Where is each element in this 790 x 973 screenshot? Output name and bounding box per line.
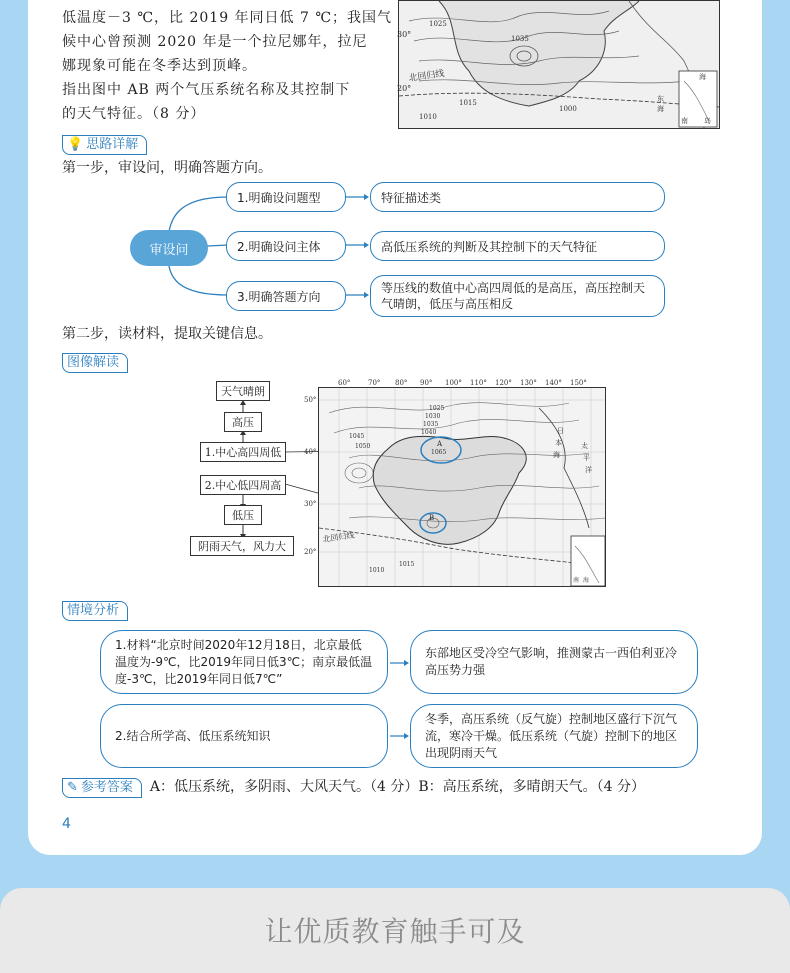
think-tag-label: 思路详解	[86, 137, 139, 152]
map-top-label: 1000	[559, 105, 577, 113]
map-label: 1025	[429, 405, 445, 412]
lon-label: 130°	[520, 379, 537, 387]
weather-map-main-svg	[319, 388, 605, 586]
map-label: 1040	[421, 429, 437, 436]
lat-label: 40°	[304, 448, 317, 456]
lon-label: 150°	[570, 379, 587, 387]
think-tag	[62, 133, 147, 155]
map-top-label: 东	[657, 95, 664, 103]
map-top-label: 北回归线	[408, 69, 446, 84]
lon-label: 70°	[368, 379, 381, 387]
flow1-item-label: 3.明确答题方向	[226, 281, 346, 311]
lon-label: 60°	[338, 379, 351, 387]
map-label: 1010	[369, 567, 385, 574]
image-box: 低压	[224, 505, 262, 525]
question-line: 候中心曾预测 2020 年是一个拉尼娜年，拉尼	[62, 34, 368, 50]
situation-left: 1.材料“北京时间2020年12月18日，北京最低温度为-9℃，比2019年同日低3℃；南京最低温度-3℃，比2019年同日低7℃”	[100, 630, 388, 694]
question-line: 娜现象可能在冬季达到顶峰。	[62, 58, 257, 74]
image-read-tag-label: 图像解读	[67, 355, 120, 370]
map-top-label: 海	[699, 73, 706, 81]
map-top-label: 南	[681, 117, 688, 125]
image-box: 高压	[224, 412, 262, 432]
lon-label: 100°	[445, 379, 462, 387]
question-line: 低温度－3 ℃，比 2019 年同日低 7 ℃；我国气	[62, 10, 393, 26]
map-label: 北回归线	[322, 530, 355, 544]
question-text	[62, 6, 393, 126]
map-label: 1035	[423, 421, 439, 428]
map-top-label: 30°	[397, 30, 412, 39]
map-label: 1050	[355, 443, 371, 450]
map-label: 平	[583, 454, 590, 462]
image-box: 阴雨天气，风力大	[190, 536, 294, 556]
map-label: 日	[557, 427, 564, 435]
answer-text: A：低压系统，多阴雨、大风天气。（4 分）B：高压系统，多晴朗天气。（4 分）	[149, 779, 646, 795]
situation-right: 冬季，高压系统（反气旋）控制地区盛行下沉气流，寒冷干燥。低压系统（气旋）控制下的地区出现阴雨天气	[410, 704, 698, 768]
map-label: 1015	[399, 561, 415, 568]
map-label: 本	[555, 439, 562, 447]
question-line: 的天气特征。（8 分）	[62, 106, 206, 122]
map-top-label: 1010	[419, 113, 437, 121]
answer-tag-label: 参考答案	[80, 780, 133, 795]
lon-label: 90°	[420, 379, 433, 387]
situation-right: 东部地区受冷空气影响，推测蒙古一西伯利亚冷高压势力强	[410, 630, 698, 694]
situation-tag-label: 情境分析	[67, 603, 120, 618]
flow1-item-label: 2.明确设问主体	[226, 231, 346, 261]
map-top-label: 岛	[704, 117, 711, 125]
map-label: 洋	[585, 466, 592, 474]
flow1-center: 审设问	[130, 230, 208, 266]
weather-map-main	[318, 387, 606, 587]
flow1-item-result: 等压线的数值中心高四周低的是高压，高压控制天气晴朗，低压与高压相反	[370, 275, 665, 317]
weather-map-top	[398, 0, 720, 129]
flow1-item-result: 高低压系统的判断及其控制下的天气特征	[370, 231, 665, 261]
image-box: 1.中心高四周低	[200, 442, 286, 462]
pen-icon: ✎	[67, 780, 78, 795]
weather-map-top-svg	[399, 1, 719, 128]
footer-slogan: 让优质教育触手可及	[264, 915, 526, 948]
map-top-label: 1035	[511, 35, 529, 43]
image-box: 2.中心低四周高	[200, 475, 286, 495]
step2-text: 第二步，读材料，提取关键信息。	[62, 326, 272, 342]
lon-label: 140°	[545, 379, 562, 387]
map-label: 1045	[349, 433, 365, 440]
map-label: 海	[553, 451, 560, 459]
map-label: A	[437, 440, 443, 448]
map-top-label: 1025	[429, 20, 447, 28]
map-label: 1065	[431, 449, 447, 456]
situation-tag	[62, 599, 128, 621]
lat-label: 30°	[304, 500, 317, 508]
step1-text: 第一步，审设问，明确答题方向。	[62, 160, 272, 176]
image-read-tag	[62, 351, 128, 373]
map-top-label: 1015	[459, 99, 477, 107]
flow1-item-label: 1.明确设问题型	[226, 182, 346, 212]
flow-diagram-1	[28, 178, 762, 323]
map-label: 南	[573, 577, 580, 584]
image-box: 天气晴朗	[216, 381, 270, 401]
map-label: B	[429, 514, 435, 522]
map-label: 太	[581, 442, 588, 450]
answer-row	[62, 776, 645, 798]
lon-label: 120°	[495, 379, 512, 387]
flow1-item-result: 特征描述类	[370, 182, 665, 212]
question-line: 指出图中 AB 两个气压系统名称及其控制下	[62, 82, 351, 98]
map-top-label: 海	[657, 105, 664, 113]
lightbulb-icon: 💡	[67, 137, 84, 152]
lat-label: 20°	[304, 548, 317, 556]
page-number: 4	[62, 816, 71, 832]
lon-label: 80°	[395, 379, 408, 387]
lon-label: 110°	[470, 379, 487, 387]
page-sheet	[28, 0, 762, 855]
map-label: 海	[583, 577, 590, 584]
map-label: 1030	[425, 413, 441, 420]
map-top-label: 20°	[397, 84, 412, 93]
lat-label: 50°	[304, 396, 317, 404]
situation-left: 2.结合所学高、低压系统知识	[100, 704, 388, 768]
